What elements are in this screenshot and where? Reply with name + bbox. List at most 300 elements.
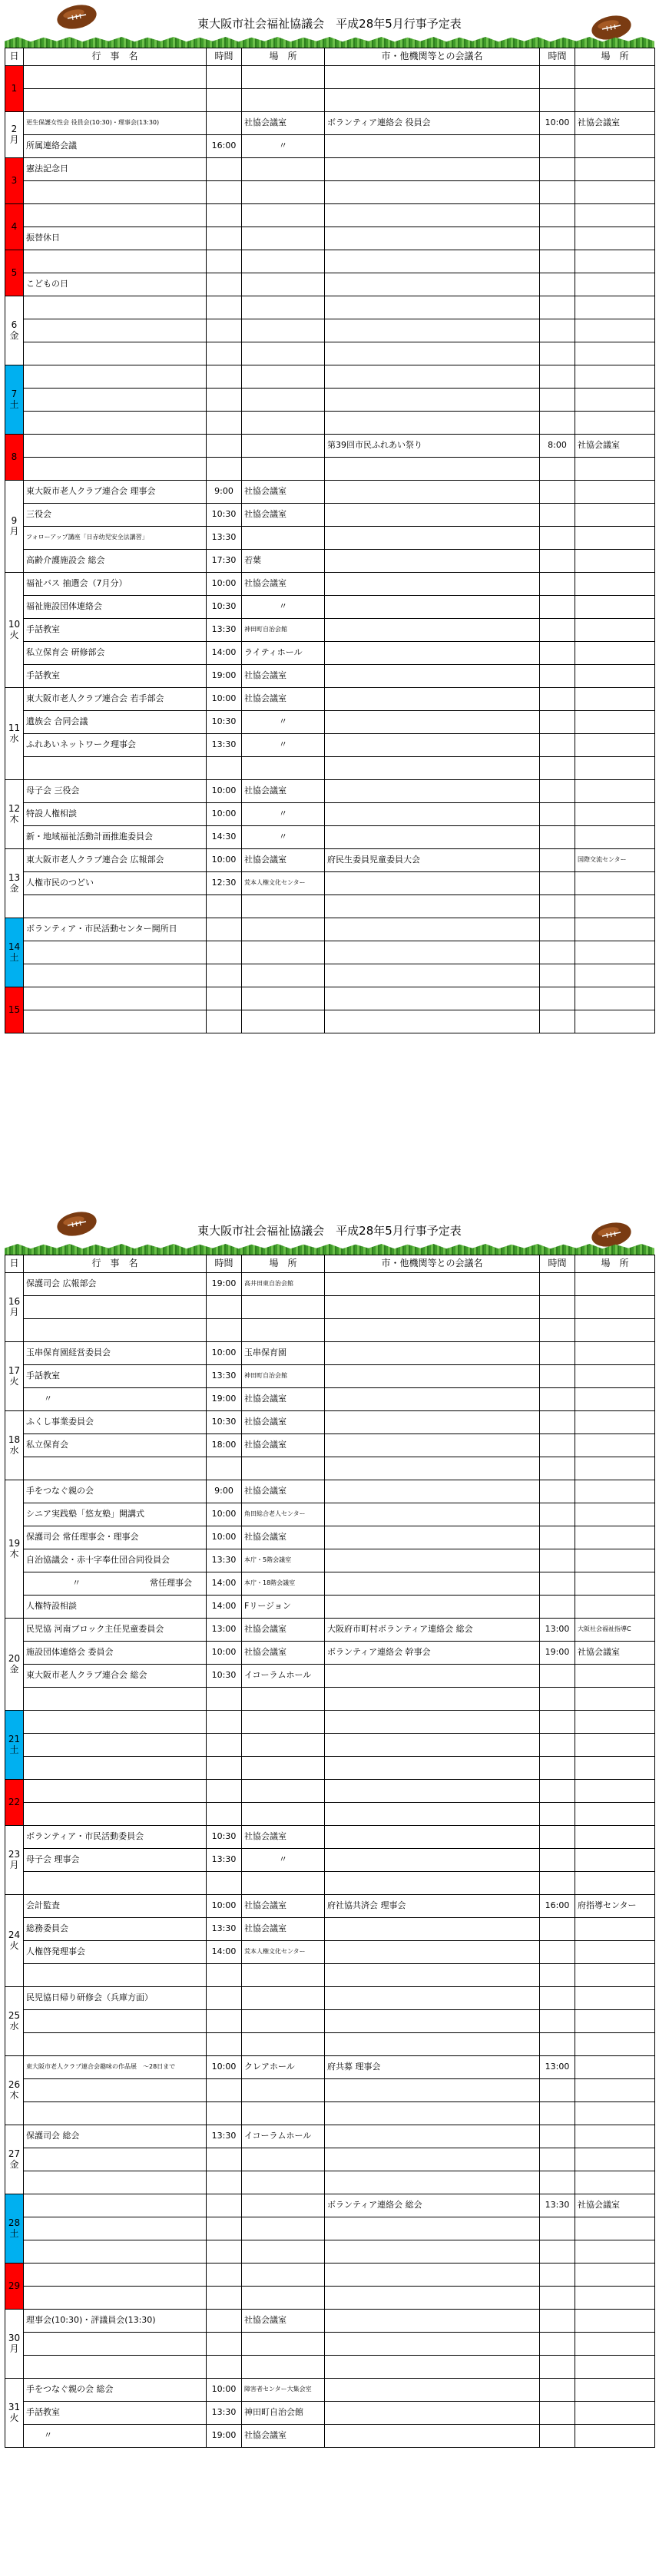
- table-cell: [540, 2148, 575, 2171]
- table-cell: [325, 389, 540, 412]
- table-cell: [575, 2010, 655, 2033]
- table-cell: 社協会議室: [242, 1619, 325, 1642]
- table-cell: 13:00: [207, 1619, 242, 1642]
- table-cell: [24, 2102, 207, 2125]
- table-cell: [24, 757, 207, 780]
- table-cell: 13:00: [540, 2056, 575, 2079]
- table-cell: [575, 135, 655, 158]
- day-cell: 18 水: [5, 1411, 24, 1480]
- table-cell: 10:00: [207, 2379, 242, 2402]
- table-cell: [24, 2287, 207, 2310]
- event-name: 総務委員会: [24, 1918, 207, 1941]
- table-cell: [325, 1388, 540, 1411]
- table-cell: [207, 2287, 242, 2310]
- event-name: 福祉施設団体連絡会: [24, 596, 207, 619]
- table-cell: [207, 941, 242, 964]
- table-cell: [325, 89, 540, 112]
- table-cell: [540, 1872, 575, 1895]
- table-row: [5, 1010, 655, 1033]
- table-cell: [575, 2333, 655, 2356]
- table-cell: [207, 1964, 242, 1987]
- table-cell: [325, 1849, 540, 1872]
- table-row: [5, 826, 655, 849]
- table-cell: [207, 319, 242, 342]
- table-cell: [325, 1365, 540, 1388]
- table-cell: [242, 296, 325, 319]
- day-cell: 1: [5, 66, 24, 112]
- table-cell: [24, 987, 207, 1010]
- table-cell: 社協会議室: [575, 435, 655, 458]
- table-cell: [24, 181, 207, 204]
- table-cell: [242, 2264, 325, 2287]
- table-cell: [207, 2102, 242, 2125]
- table-cell: [325, 1964, 540, 1987]
- table-cell: [575, 2079, 655, 2102]
- table-cell: [540, 227, 575, 250]
- table-cell: [24, 2171, 207, 2194]
- table-row: [5, 573, 655, 596]
- table-cell: [575, 1688, 655, 1711]
- event-name: 理事会(10:30)・評議員会(13:30): [24, 2310, 207, 2333]
- table-cell: [24, 2217, 207, 2240]
- table-cell: [575, 1549, 655, 1572]
- table-cell: 13:30: [207, 1849, 242, 1872]
- table-cell: [540, 2171, 575, 2194]
- table-row: [5, 481, 655, 504]
- table-cell: [325, 1411, 540, 1434]
- table-cell: 神田町自治会館: [242, 1365, 325, 1388]
- table-cell: 19:00: [540, 1642, 575, 1665]
- table-cell: [540, 1964, 575, 1987]
- table-row: [5, 2056, 655, 2079]
- table-cell: [325, 2356, 540, 2379]
- table-cell: [325, 1319, 540, 1342]
- schedule-page-2: [5, 1207, 654, 2448]
- table-row: [5, 780, 655, 803]
- table-cell: [242, 1296, 325, 1319]
- table-cell: 9:00: [207, 481, 242, 504]
- table-cell: [242, 204, 325, 227]
- table-cell: [325, 1296, 540, 1319]
- day-cell: 10 火: [5, 573, 24, 688]
- event-name: ボランティア・市民活動委員会: [24, 1826, 207, 1849]
- table-cell: [540, 158, 575, 181]
- table-cell: [325, 1941, 540, 1964]
- table-cell: [540, 1780, 575, 1803]
- table-cell: 〃: [242, 826, 325, 849]
- table-cell: [540, 1665, 575, 1688]
- table-cell: 13:30: [207, 1549, 242, 1572]
- table-cell: [575, 342, 655, 365]
- table-row: [5, 435, 655, 458]
- table-cell: [207, 2310, 242, 2333]
- table-row: [5, 2264, 655, 2287]
- table-row: [5, 2240, 655, 2264]
- table-cell: [207, 2264, 242, 2287]
- header-place2: 場 所: [575, 1255, 655, 1273]
- table-cell: [325, 734, 540, 757]
- table-cell: [540, 872, 575, 895]
- table-cell: [242, 1319, 325, 1342]
- table-cell: 13:00: [540, 1619, 575, 1642]
- header-place: 場 所: [242, 1255, 325, 1273]
- table-cell: [575, 527, 655, 550]
- table-cell: [575, 780, 655, 803]
- table-cell: [540, 1757, 575, 1780]
- table-row: [5, 1549, 655, 1572]
- table-cell: [540, 481, 575, 504]
- table-row: [5, 1619, 655, 1642]
- table-cell: 府社協共済会 理事会: [325, 1895, 540, 1918]
- table-cell: [24, 1780, 207, 1803]
- table-cell: 社協会議室: [242, 1918, 325, 1941]
- table-cell: [540, 2402, 575, 2425]
- day-cell: 5: [5, 250, 24, 296]
- table-cell: 府民生委員児童委員大会: [325, 849, 540, 872]
- table-cell: 社協会議室: [575, 112, 655, 135]
- table-row: [5, 1480, 655, 1503]
- table-cell: [575, 2171, 655, 2194]
- event-name: 特設人権相談: [24, 803, 207, 826]
- table-cell: 9:00: [207, 1480, 242, 1503]
- table-cell: [575, 1826, 655, 1849]
- table-cell: [325, 2333, 540, 2356]
- table-cell: [242, 895, 325, 918]
- table-cell: [207, 342, 242, 365]
- table-cell: 10:30: [207, 1826, 242, 1849]
- table-row: [5, 1918, 655, 1941]
- table-cell: [325, 2217, 540, 2240]
- event-name: 〃: [24, 2425, 207, 2448]
- day-cell: 21 土: [5, 1711, 24, 1780]
- event-name: シニア実践塾「悠友塾」開講式: [24, 1503, 207, 1526]
- table-cell: [325, 342, 540, 365]
- event-name: 人権啓発理事会: [24, 1941, 207, 1964]
- table-cell: [575, 89, 655, 112]
- table-cell: 府共募 理事会: [325, 2056, 540, 2079]
- table-row: [5, 1388, 655, 1411]
- day-cell: 29: [5, 2264, 24, 2310]
- table-row: [5, 1434, 655, 1457]
- table-row: [5, 227, 655, 250]
- table-cell: 10:00: [207, 849, 242, 872]
- table-row: [5, 1941, 655, 1964]
- table-row: [5, 1711, 655, 1734]
- table-cell: [540, 1941, 575, 1964]
- table-cell: [325, 918, 540, 941]
- table-cell: [575, 319, 655, 342]
- event-name: 私立保育会 研修部会: [24, 642, 207, 665]
- table-cell: ボランティア連絡会 総会: [325, 2194, 540, 2217]
- table-cell: [540, 527, 575, 550]
- header-time2: 時間: [540, 1255, 575, 1273]
- table-cell: [325, 1526, 540, 1549]
- table-cell: [575, 389, 655, 412]
- table-cell: [325, 780, 540, 803]
- table-cell: 神田町自治会館: [242, 619, 325, 642]
- page-title: 東大阪市社会福祉協議会 平成28年5月行事予定表: [197, 1224, 462, 1238]
- table-cell: [540, 573, 575, 596]
- table-cell: 荒本人権文化センター: [242, 1941, 325, 1964]
- table-cell: [575, 1941, 655, 1964]
- table-row: [5, 2333, 655, 2356]
- table-cell: 社協会議室: [242, 1526, 325, 1549]
- day-cell: 13 金: [5, 849, 24, 918]
- table-row: [5, 273, 655, 296]
- table-cell: [325, 135, 540, 158]
- table-cell: [575, 1711, 655, 1734]
- event-name: フォローアップ講座「日赤幼児安全法講習」: [24, 527, 207, 550]
- table-cell: [575, 1388, 655, 1411]
- table-cell: [325, 412, 540, 435]
- table-cell: [575, 964, 655, 987]
- day-cell: 25 水: [5, 1987, 24, 2056]
- table-cell: [575, 665, 655, 688]
- table-row: [5, 458, 655, 481]
- event-name: 東大阪市老人クラブ連合会 総会: [24, 1665, 207, 1688]
- table-cell: [24, 2033, 207, 2056]
- table-cell: [325, 204, 540, 227]
- table-cell: [540, 2379, 575, 2402]
- table-cell: [24, 2240, 207, 2264]
- table-row: [5, 1572, 655, 1596]
- table-cell: [575, 941, 655, 964]
- table-cell: [575, 918, 655, 941]
- table-cell: [325, 66, 540, 89]
- table-cell: 10:00: [207, 573, 242, 596]
- table-cell: [575, 2217, 655, 2240]
- table-cell: 14:00: [207, 642, 242, 665]
- table-cell: [540, 2310, 575, 2333]
- table-cell: [325, 1457, 540, 1480]
- table-cell: 荒本人権文化センター: [242, 872, 325, 895]
- table-cell: [242, 1803, 325, 1826]
- table-cell: [325, 665, 540, 688]
- table-cell: 10:00: [207, 1503, 242, 1526]
- table-cell: [325, 941, 540, 964]
- table-cell: [242, 1010, 325, 1033]
- table-row: [5, 895, 655, 918]
- table-row: [5, 1319, 655, 1342]
- table-cell: [325, 481, 540, 504]
- table-cell: [24, 1688, 207, 1711]
- table-cell: 〃: [242, 711, 325, 734]
- table-cell: 13:30: [207, 1365, 242, 1388]
- event-name: こどもの日: [24, 273, 207, 296]
- table-cell: 13:30: [540, 2194, 575, 2217]
- table-row: [5, 1849, 655, 1872]
- day-cell: 3: [5, 158, 24, 204]
- event-name: 手話教室: [24, 2402, 207, 2425]
- table-row: [5, 250, 655, 273]
- table-row: [5, 204, 655, 227]
- table-row: [5, 688, 655, 711]
- table-cell: [24, 250, 207, 273]
- table-cell: 〃: [242, 734, 325, 757]
- table-cell: [325, 596, 540, 619]
- table-cell: [575, 573, 655, 596]
- table-cell: [325, 1757, 540, 1780]
- table-row: [5, 389, 655, 412]
- table-cell: [575, 365, 655, 389]
- table-cell: 10:30: [207, 1665, 242, 1688]
- table-cell: [242, 2217, 325, 2240]
- table-cell: [540, 1319, 575, 1342]
- table-cell: 13:30: [207, 734, 242, 757]
- table-cell: [325, 711, 540, 734]
- header-time: 時間: [207, 48, 242, 66]
- table-cell: 〃: [242, 135, 325, 158]
- page-title: 東大阪市社会福祉協議会 平成28年5月行事予定表: [197, 17, 462, 31]
- table-row: [5, 849, 655, 872]
- table-cell: [575, 1411, 655, 1434]
- table-cell: [24, 964, 207, 987]
- table-cell: [540, 1388, 575, 1411]
- table-row: [5, 527, 655, 550]
- table-cell: [242, 757, 325, 780]
- table-row: [5, 504, 655, 527]
- table-cell: [575, 619, 655, 642]
- table-cell: [24, 365, 207, 389]
- grass-decoration: [5, 37, 654, 48]
- table-cell: 13:30: [207, 619, 242, 642]
- table-cell: [540, 204, 575, 227]
- event-name: 人権特設相談: [24, 1596, 207, 1619]
- table-cell: [325, 365, 540, 389]
- table-cell: [242, 2287, 325, 2310]
- day-cell: 28 土: [5, 2194, 24, 2264]
- table-cell: [24, 1757, 207, 1780]
- table-cell: [325, 1342, 540, 1365]
- table-cell: [325, 2310, 540, 2333]
- table-cell: [242, 227, 325, 250]
- event-name: 手をつなぐ親の会: [24, 1480, 207, 1503]
- table-cell: [575, 273, 655, 296]
- event-name: 施設団体連絡会 委員会: [24, 1642, 207, 1665]
- table-cell: 社協会議室: [242, 665, 325, 688]
- table-cell: [540, 1503, 575, 1526]
- table-cell: [207, 2171, 242, 2194]
- table-cell: [325, 527, 540, 550]
- table-cell: 社協会議室: [242, 573, 325, 596]
- event-name: 民児協日帰り研修会（兵庫方面）: [24, 1987, 207, 2010]
- table-cell: 10:30: [207, 1411, 242, 1434]
- table-cell: [575, 66, 655, 89]
- table-row: [5, 2194, 655, 2217]
- table-row: [5, 1596, 655, 1619]
- table-cell: 社協会議室: [242, 1826, 325, 1849]
- table-row: [5, 1273, 655, 1296]
- table-cell: [540, 619, 575, 642]
- table-cell: [540, 2425, 575, 2448]
- table-cell: [207, 250, 242, 273]
- table-cell: [207, 389, 242, 412]
- day-cell: 6 金: [5, 296, 24, 365]
- table-cell: 10:00: [207, 803, 242, 826]
- table-cell: [242, 342, 325, 365]
- header-day: 日: [5, 48, 24, 66]
- table-cell: [575, 250, 655, 273]
- table-cell: [207, 964, 242, 987]
- table-cell: [540, 504, 575, 527]
- event-name: 保護司会 常任理事会・理事会: [24, 1526, 207, 1549]
- day-cell: 30 月: [5, 2310, 24, 2379]
- table-cell: [325, 1480, 540, 1503]
- table-cell: [325, 2125, 540, 2148]
- table-cell: [24, 1296, 207, 1319]
- table-cell: [575, 458, 655, 481]
- table-row: [5, 1688, 655, 1711]
- table-cell: [207, 1711, 242, 1734]
- table-cell: [207, 227, 242, 250]
- table-cell: [242, 1711, 325, 1734]
- table-cell: [207, 2148, 242, 2171]
- table-cell: Fリージョン: [242, 1596, 325, 1619]
- table-cell: [540, 1918, 575, 1941]
- table-row: [5, 1296, 655, 1319]
- day-cell: 8: [5, 435, 24, 481]
- table-cell: [575, 688, 655, 711]
- table-cell: [325, 1918, 540, 1941]
- table-cell: [24, 2010, 207, 2033]
- table-cell: [242, 527, 325, 550]
- table-row: [5, 550, 655, 573]
- table-cell: [325, 2402, 540, 2425]
- table-cell: [207, 2079, 242, 2102]
- table-cell: 本庁・5階会議室: [242, 1549, 325, 1572]
- event-name: 福祉バス 抽選会（7月分）: [24, 573, 207, 596]
- table-cell: [575, 1849, 655, 1872]
- table-cell: [540, 1010, 575, 1033]
- table-cell: [575, 1596, 655, 1619]
- table-row: [5, 342, 655, 365]
- table-cell: [207, 1803, 242, 1826]
- table-cell: [575, 412, 655, 435]
- table-row: [5, 2402, 655, 2425]
- table-row: [5, 941, 655, 964]
- table-cell: 社協会議室: [242, 481, 325, 504]
- table-cell: [242, 2102, 325, 2125]
- table-cell: [540, 1596, 575, 1619]
- table-cell: [575, 296, 655, 319]
- table-cell: [575, 504, 655, 527]
- table-cell: ボランティア連絡会 幹事会: [325, 1642, 540, 1665]
- table-cell: [325, 1803, 540, 1826]
- table-cell: 10:00: [207, 1342, 242, 1365]
- day-cell: 9 月: [5, 481, 24, 573]
- table-cell: 10:00: [207, 1642, 242, 1665]
- table-cell: [207, 112, 242, 135]
- table-cell: 10:00: [207, 1526, 242, 1549]
- day-cell: 7 土: [5, 365, 24, 435]
- table-cell: [575, 1010, 655, 1033]
- event-name: 憲法記念日: [24, 158, 207, 181]
- table-cell: 19:00: [207, 1388, 242, 1411]
- table-row: [5, 596, 655, 619]
- table-cell: [575, 1734, 655, 1757]
- table-cell: [325, 1503, 540, 1526]
- table-cell: [325, 2079, 540, 2102]
- table-cell: 社協会議室: [242, 2310, 325, 2333]
- event-name: 会計監査: [24, 1895, 207, 1918]
- table-cell: [540, 2240, 575, 2264]
- table-cell: 障害者センター大集会室: [242, 2379, 325, 2402]
- table-cell: [575, 2425, 655, 2448]
- table-cell: [540, 1526, 575, 1549]
- table-cell: [575, 1964, 655, 1987]
- table-cell: [325, 1549, 540, 1572]
- table-cell: [575, 711, 655, 734]
